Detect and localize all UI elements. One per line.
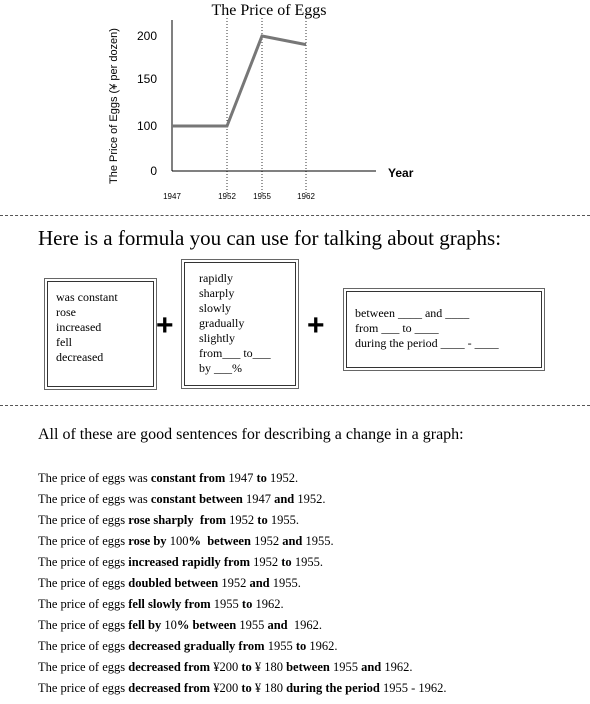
sentence-keyword: decreased gradually from [128,639,265,653]
section-divider-bottom [0,405,590,406]
formula-option: sharply [199,286,235,300]
sentence-text: 10 [161,618,177,632]
sentence-keyword: constant from [150,471,226,485]
example-sentence [38,680,447,701]
example-sentence [38,512,447,533]
sentence-text: 1955. [291,555,323,569]
sentence-keyword: to [241,681,252,695]
sentence-keyword: to [295,639,307,653]
formula-option: by ___% [199,361,242,375]
formula-option: fell [56,335,72,349]
adverb-list [199,271,271,376]
sentence-keyword: rose sharply from [128,513,227,527]
sentence-text: The price of eggs [38,555,129,569]
sentence-keyword: % between [188,534,251,548]
sentence-text: 1952. [294,492,326,506]
sentence-keyword: increased rapidly from [128,555,251,569]
formula-option: slowly [199,301,232,315]
sentence-text: 1955 [264,639,296,653]
series-price [172,36,306,126]
sentence-text: 100 [166,534,189,548]
sentence-text: The price of eggs [38,597,129,611]
sentence-keyword: and [282,534,303,548]
price-line [172,36,306,126]
sentence-keyword: fell by [128,618,162,632]
formula-option: decreased [56,350,104,364]
sentence-keyword: during the period [286,681,380,695]
sentence-keyword: and [361,660,382,674]
time-phrase-list [355,306,499,351]
formula-option: rapidly [199,271,233,285]
formula-option: rose [56,305,76,319]
example-sentence [38,659,447,680]
example-sentence [38,596,447,617]
sentence-keyword: and [267,618,288,632]
sentence-text: ¥ 180 [251,681,287,695]
formula-option: from ___ to ____ [355,321,439,335]
y-tick-labels [137,29,157,178]
y-tick-label: 0 [150,164,157,178]
formula-option: was constant [56,290,118,304]
sentence-text: 1955 [236,618,268,632]
chart-axes [172,20,376,171]
sentence-keyword: decreased from [128,660,211,674]
sentence-keyword: to [256,471,267,485]
verb-list [56,290,118,365]
plus-sign-2: + [307,309,325,342]
sentence-keyword: and [249,576,270,590]
example-sentence [38,554,447,575]
sentence-text: 1962. [252,597,284,611]
sentence-keyword: to [241,597,253,611]
sentence-text: ¥ 180 [251,660,287,674]
chart-gridlines [227,18,306,195]
y-tick-label: 200 [136,29,157,43]
y-axis-label: The Price of Eggs (¥ per dozen) [108,28,120,184]
sentence-text: 1955. [269,576,301,590]
formula-heading: Here is a formula you can use for talking about graphs: [38,226,502,250]
sentence-keyword: to [281,555,292,569]
sentence-text: 1947 [225,471,257,485]
sentence-text: 1947 [242,492,275,506]
y-tick-label: 100 [136,119,157,133]
formula-option: during the period ____ - ____ [355,336,499,350]
y-tick-label: 150 [136,72,157,86]
x-tick-label: 1947 [163,192,181,201]
sentence-text: 1962. [306,639,338,653]
sentence-keyword: between [286,660,330,674]
formula-option: from___ to___ [199,346,271,360]
verb-box [44,278,157,390]
sentence-keyword: rose by [128,534,167,548]
formula-option: slightly [199,331,236,345]
x-tick-label: 1952 [218,192,236,201]
price-of-eggs-chart [0,0,590,212]
formula-option: between ____ and ____ [355,306,470,320]
sentence-text: The price of eggs [38,576,129,590]
sentence-text: ¥200 [210,660,242,674]
sentence-keyword: to [257,513,268,527]
x-tick-labels [163,192,315,201]
sentence-text: The price of eggs was [38,492,151,506]
sentence-keyword: doubled between [128,576,219,590]
sentence-text: The price of eggs [38,681,129,695]
sentence-keyword: constant between [150,492,243,506]
sentence-text: 1952 [218,576,250,590]
sentence-text: 1955 [210,597,242,611]
example-sentence [38,638,447,659]
adverb-box [181,259,299,389]
sentence-keyword: fell slowly from [128,597,211,611]
sentence-text: 1955 [329,660,362,674]
sentence-text: 1962. [287,618,323,632]
formula-option: increased [56,320,102,334]
sentence-text: The price of eggs was [38,471,151,485]
section-divider-top [0,215,590,216]
sentence-keyword: decreased from [128,681,211,695]
example-sentence [38,617,447,638]
sentence-text: 1955. [302,534,334,548]
chart-title: The Price of Eggs [211,2,327,19]
sentence-keyword: % between [176,618,237,632]
sentence-text: 1952 [250,534,283,548]
sentence-text: 1955. [267,513,299,527]
example-sentence [38,470,447,491]
sentence-keyword: and [274,492,295,506]
sentence-text: 1952. [266,471,299,485]
sentence-text: 1962. [381,660,413,674]
plus-sign-1: + [156,309,174,342]
time-phrase-box [343,288,545,371]
example-sentence [38,491,447,512]
example-sentences [38,470,447,701]
example-sentence [38,575,447,596]
sentence-text: The price of eggs [38,639,129,653]
sentence-text: 1952 [250,555,282,569]
sentence-text: The price of eggs [38,660,129,674]
x-tick-label: 1962 [297,192,315,201]
sentence-text: The price of eggs [38,618,129,632]
x-axis-label: Year [388,166,414,180]
sentence-text: The price of eggs [38,534,129,548]
sentences-heading: All of these are good sentences for describing a change in a graph: [38,426,464,443]
example-sentence [38,533,447,554]
sentence-text: ¥200 [210,681,242,695]
x-tick-label: 1955 [253,192,271,201]
sentence-text: 1955 - 1962. [379,681,447,695]
sentence-keyword: to [241,660,252,674]
sentence-text: The price of eggs [38,513,129,527]
sentence-text: 1952 [226,513,258,527]
formula-option: gradually [199,316,245,330]
